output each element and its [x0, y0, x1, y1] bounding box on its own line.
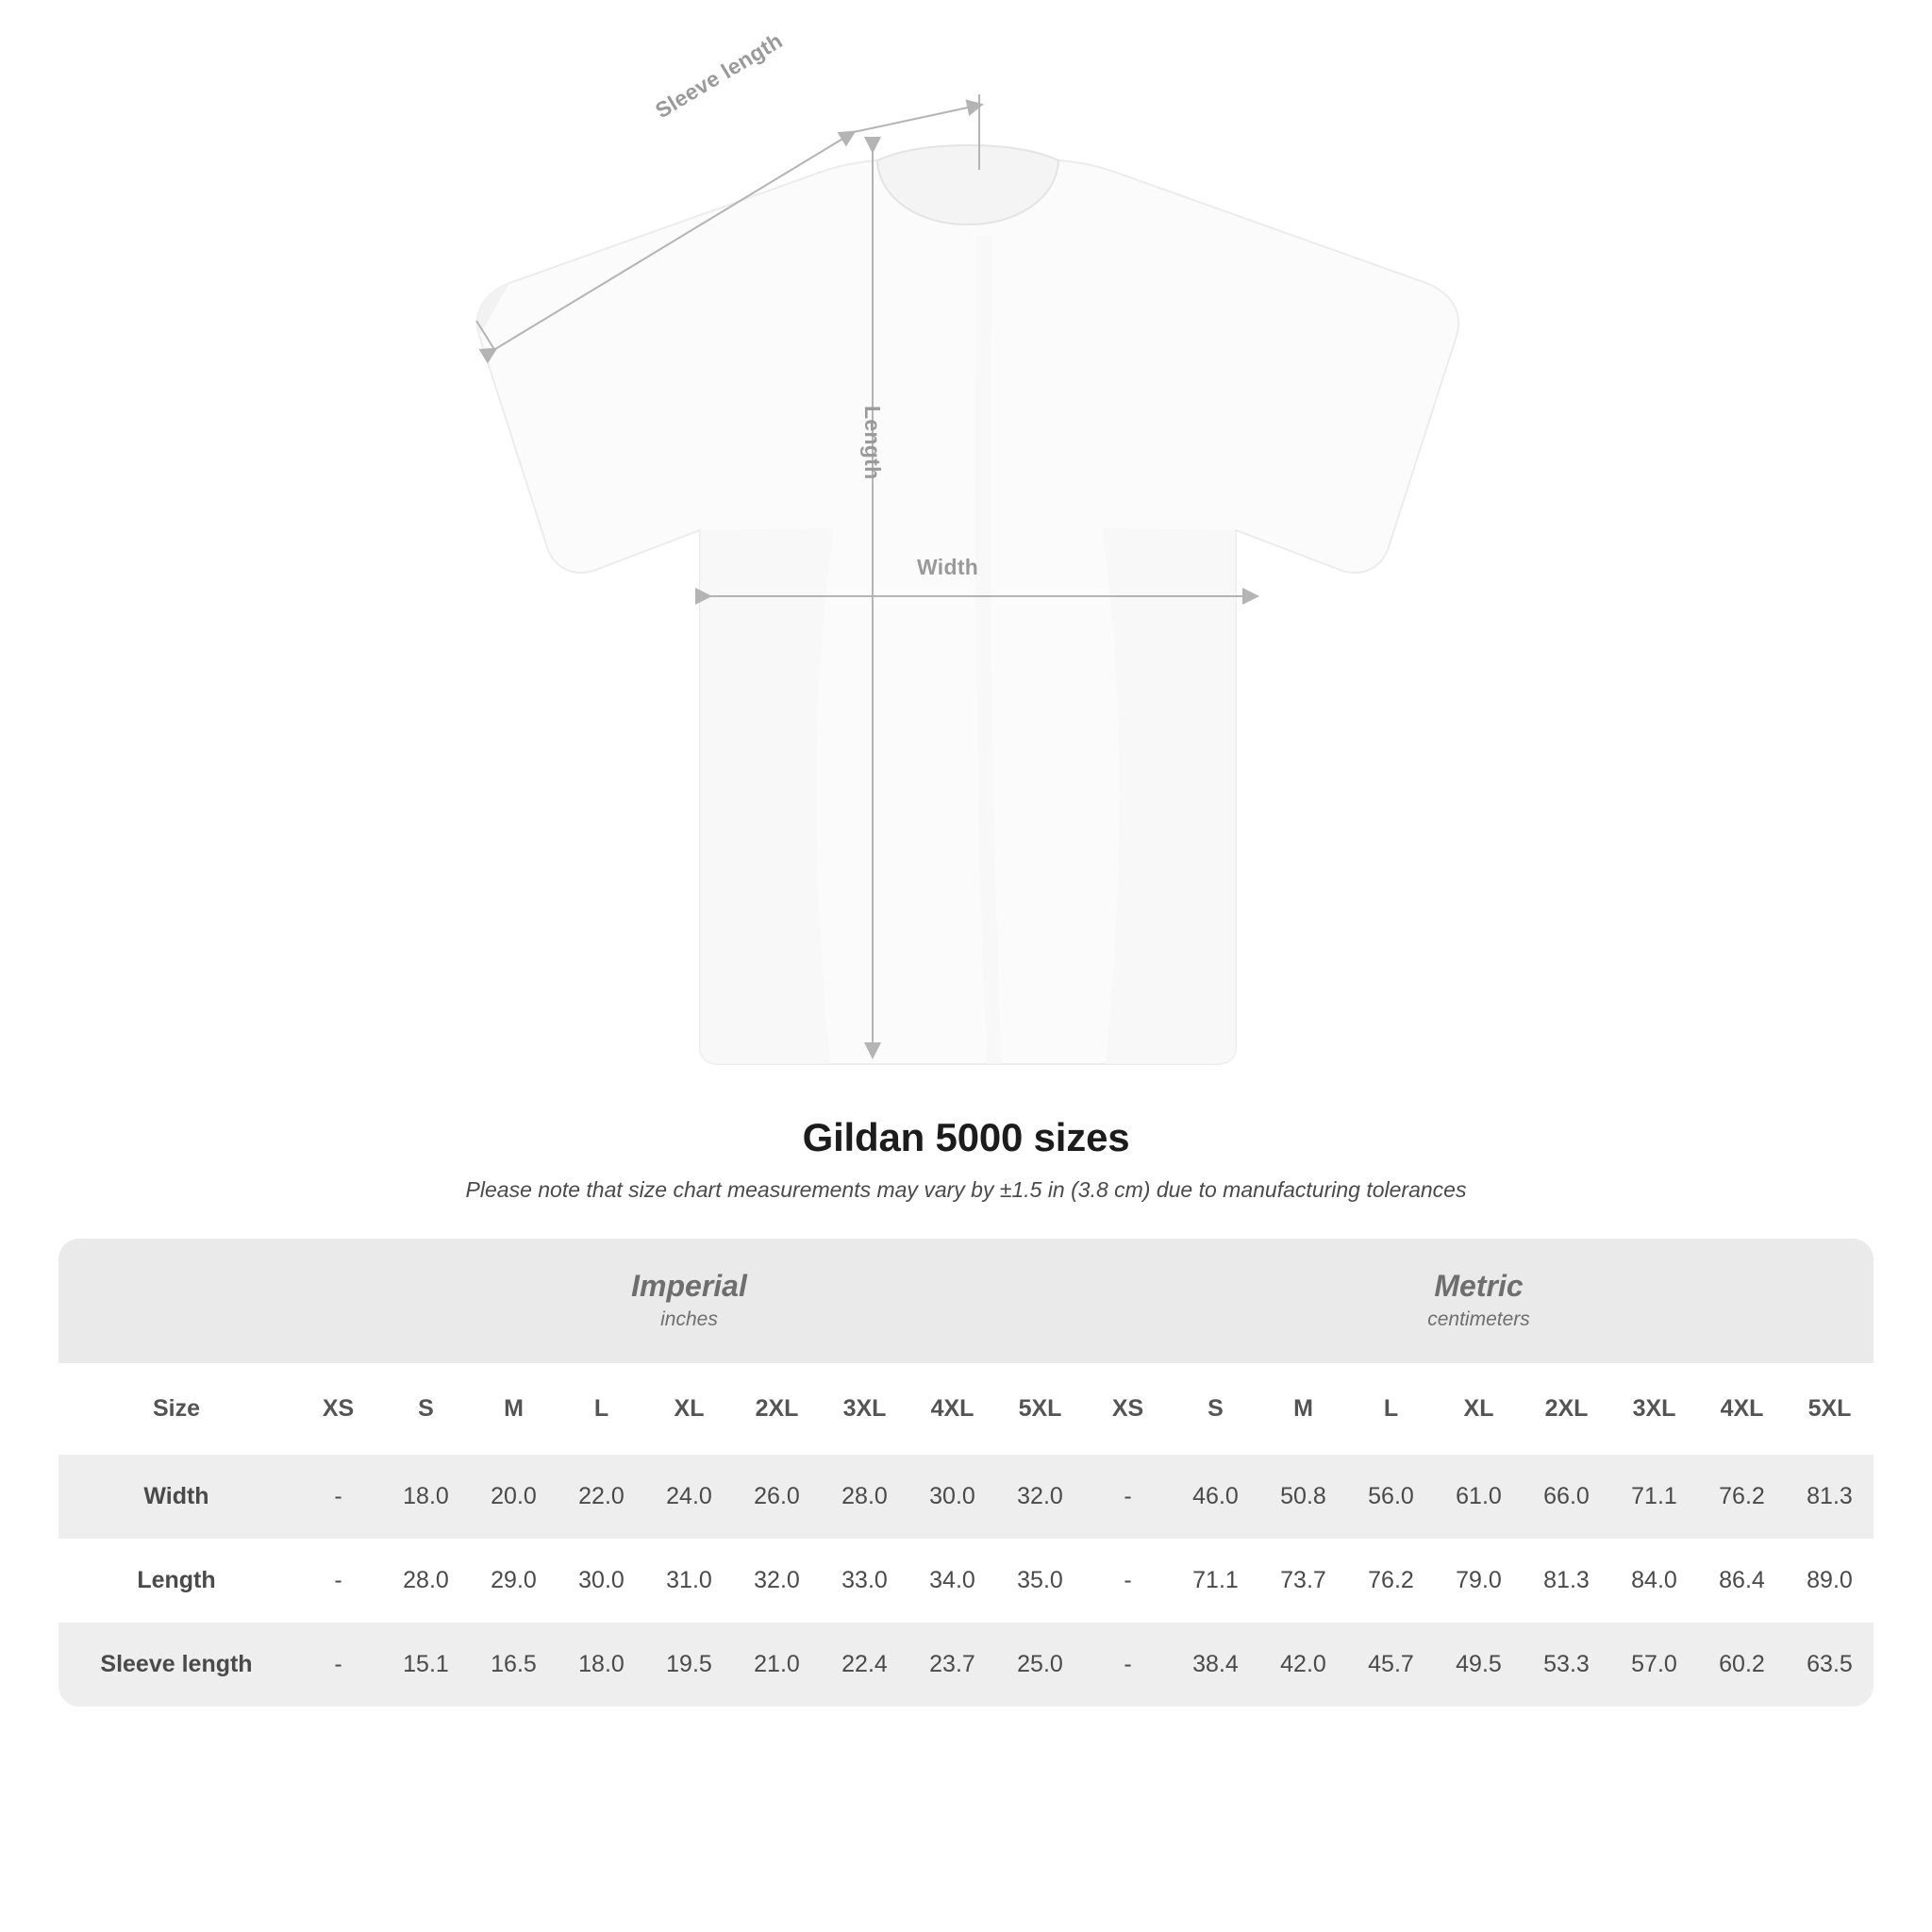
cell-width-metric-s: 46.0 [1172, 1455, 1259, 1539]
cell-width-imperial-xs: - [294, 1455, 382, 1539]
cell-sleeve-metric-4xl: 60.2 [1698, 1623, 1786, 1707]
size-header-metric-4xl: 4XL [1698, 1363, 1786, 1455]
cell-sleeve-metric-l: 45.7 [1347, 1623, 1435, 1707]
cell-length-metric-2xl: 81.3 [1523, 1539, 1610, 1623]
cell-width-metric-xs: - [1084, 1455, 1172, 1539]
cell-length-imperial-s: 28.0 [382, 1539, 470, 1623]
size-header-imperial-xl: XL [645, 1363, 733, 1455]
row-label-width: Width [58, 1455, 294, 1539]
cell-sleeve-metric-m: 42.0 [1259, 1623, 1347, 1707]
unit-group-imperial [294, 1239, 1084, 1363]
cell-length-imperial-xs: - [294, 1539, 382, 1623]
cell-sleeve-imperial-2xl: 21.0 [733, 1623, 821, 1707]
cell-length-imperial-m: 29.0 [470, 1539, 558, 1623]
unit-group-metric [1084, 1239, 1874, 1363]
size-header-label: Size [58, 1363, 294, 1455]
cell-length-imperial-l: 30.0 [558, 1539, 645, 1623]
table-row [58, 1539, 1874, 1623]
length-label: Length [860, 406, 885, 480]
unit-group-imperial-name: Imperial [631, 1269, 747, 1303]
unit-group-metric-sub: centimeters [1427, 1308, 1530, 1330]
cell-sleeve-imperial-xs: - [294, 1623, 382, 1707]
table-row [58, 1623, 1874, 1707]
cell-sleeve-metric-xl: 49.5 [1435, 1623, 1523, 1707]
page-title: Gildan 5000 sizes [802, 1115, 1130, 1159]
cell-sleeve-metric-xs: - [1084, 1623, 1172, 1707]
size-header-imperial-s: S [382, 1363, 470, 1455]
unit-row-spacer [58, 1239, 294, 1363]
cell-length-metric-m: 73.7 [1259, 1539, 1347, 1623]
cell-sleeve-imperial-l: 18.0 [558, 1623, 645, 1707]
cell-width-metric-3xl: 71.1 [1610, 1455, 1698, 1539]
cell-width-imperial-5xl: 32.0 [996, 1455, 1084, 1539]
cell-width-imperial-xl: 24.0 [645, 1455, 733, 1539]
cell-sleeve-imperial-xl: 19.5 [645, 1623, 733, 1707]
size-table [58, 1239, 1874, 1707]
cell-width-metric-l: 56.0 [1347, 1455, 1435, 1539]
size-header-imperial-5xl: 5XL [996, 1363, 1084, 1455]
unit-group-imperial-sub: inches [660, 1308, 718, 1330]
size-header-metric-xs: XS [1084, 1363, 1172, 1455]
cell-length-imperial-3xl: 33.0 [821, 1539, 908, 1623]
title-block [0, 1115, 1932, 1203]
cell-width-imperial-3xl: 28.0 [821, 1455, 908, 1539]
cell-width-imperial-4xl: 30.0 [908, 1455, 996, 1539]
size-header-imperial-2xl: 2XL [733, 1363, 821, 1455]
size-header-imperial-3xl: 3XL [821, 1363, 908, 1455]
cell-sleeve-imperial-3xl: 22.4 [821, 1623, 908, 1707]
width-label: Width [917, 555, 979, 579]
unit-header-row [58, 1239, 1874, 1363]
cell-width-imperial-2xl: 26.0 [733, 1455, 821, 1539]
size-header-imperial-4xl: 4XL [908, 1363, 996, 1455]
cell-length-imperial-2xl: 32.0 [733, 1539, 821, 1623]
cell-width-imperial-l: 22.0 [558, 1455, 645, 1539]
cell-length-metric-xl: 79.0 [1435, 1539, 1523, 1623]
cell-length-imperial-4xl: 34.0 [908, 1539, 996, 1623]
row-label-sleeve-length: Sleeve length [58, 1623, 294, 1707]
cell-sleeve-imperial-s: 15.1 [382, 1623, 470, 1707]
cell-width-imperial-s: 18.0 [382, 1455, 470, 1539]
cell-sleeve-metric-3xl: 57.0 [1610, 1623, 1698, 1707]
cell-sleeve-imperial-4xl: 23.7 [908, 1623, 996, 1707]
cell-sleeve-metric-s: 38.4 [1172, 1623, 1259, 1707]
size-table-container [58, 1239, 1874, 1707]
table-row [58, 1455, 1874, 1539]
size-header-metric-xl: XL [1435, 1363, 1523, 1455]
cell-length-imperial-5xl: 35.0 [996, 1539, 1084, 1623]
cell-length-imperial-xl: 31.0 [645, 1539, 733, 1623]
cell-length-metric-xs: - [1084, 1539, 1172, 1623]
cell-length-metric-l: 76.2 [1347, 1539, 1435, 1623]
size-header-metric-5xl: 5XL [1786, 1363, 1874, 1455]
cell-sleeve-metric-2xl: 53.3 [1523, 1623, 1610, 1707]
cell-width-imperial-m: 20.0 [470, 1455, 558, 1539]
unit-group-metric-name: Metric [1434, 1269, 1524, 1303]
cell-length-metric-3xl: 84.0 [1610, 1539, 1698, 1623]
size-header-imperial-xs: XS [294, 1363, 382, 1455]
size-header-imperial-l: L [558, 1363, 645, 1455]
size-header-imperial-m: M [470, 1363, 558, 1455]
cell-length-metric-s: 71.1 [1172, 1539, 1259, 1623]
sleeve-length-label: Sleeve length [651, 27, 787, 124]
cell-sleeve-metric-5xl: 63.5 [1786, 1623, 1874, 1707]
cell-width-metric-xl: 61.0 [1435, 1455, 1523, 1539]
cell-width-metric-4xl: 76.2 [1698, 1455, 1786, 1539]
size-header-row [58, 1363, 1874, 1455]
size-header-metric-l: L [1347, 1363, 1435, 1455]
cell-sleeve-imperial-5xl: 25.0 [996, 1623, 1084, 1707]
size-header-metric-3xl: 3XL [1610, 1363, 1698, 1455]
cell-length-metric-5xl: 89.0 [1786, 1539, 1874, 1623]
size-header-metric-s: S [1172, 1363, 1259, 1455]
size-header-metric-2xl: 2XL [1523, 1363, 1610, 1455]
cell-width-metric-5xl: 81.3 [1786, 1455, 1874, 1539]
size-header-metric-m: M [1259, 1363, 1347, 1455]
cell-length-metric-4xl: 86.4 [1698, 1539, 1786, 1623]
tolerance-note: Please note that size chart measurements may vary by ±1.5 in (3.8 cm) due to manufacturing tolerances [465, 1177, 1467, 1202]
row-label-length: Length [58, 1539, 294, 1623]
cell-width-metric-m: 50.8 [1259, 1455, 1347, 1539]
cell-sleeve-imperial-m: 16.5 [470, 1623, 558, 1707]
cell-width-metric-2xl: 66.0 [1523, 1455, 1610, 1539]
